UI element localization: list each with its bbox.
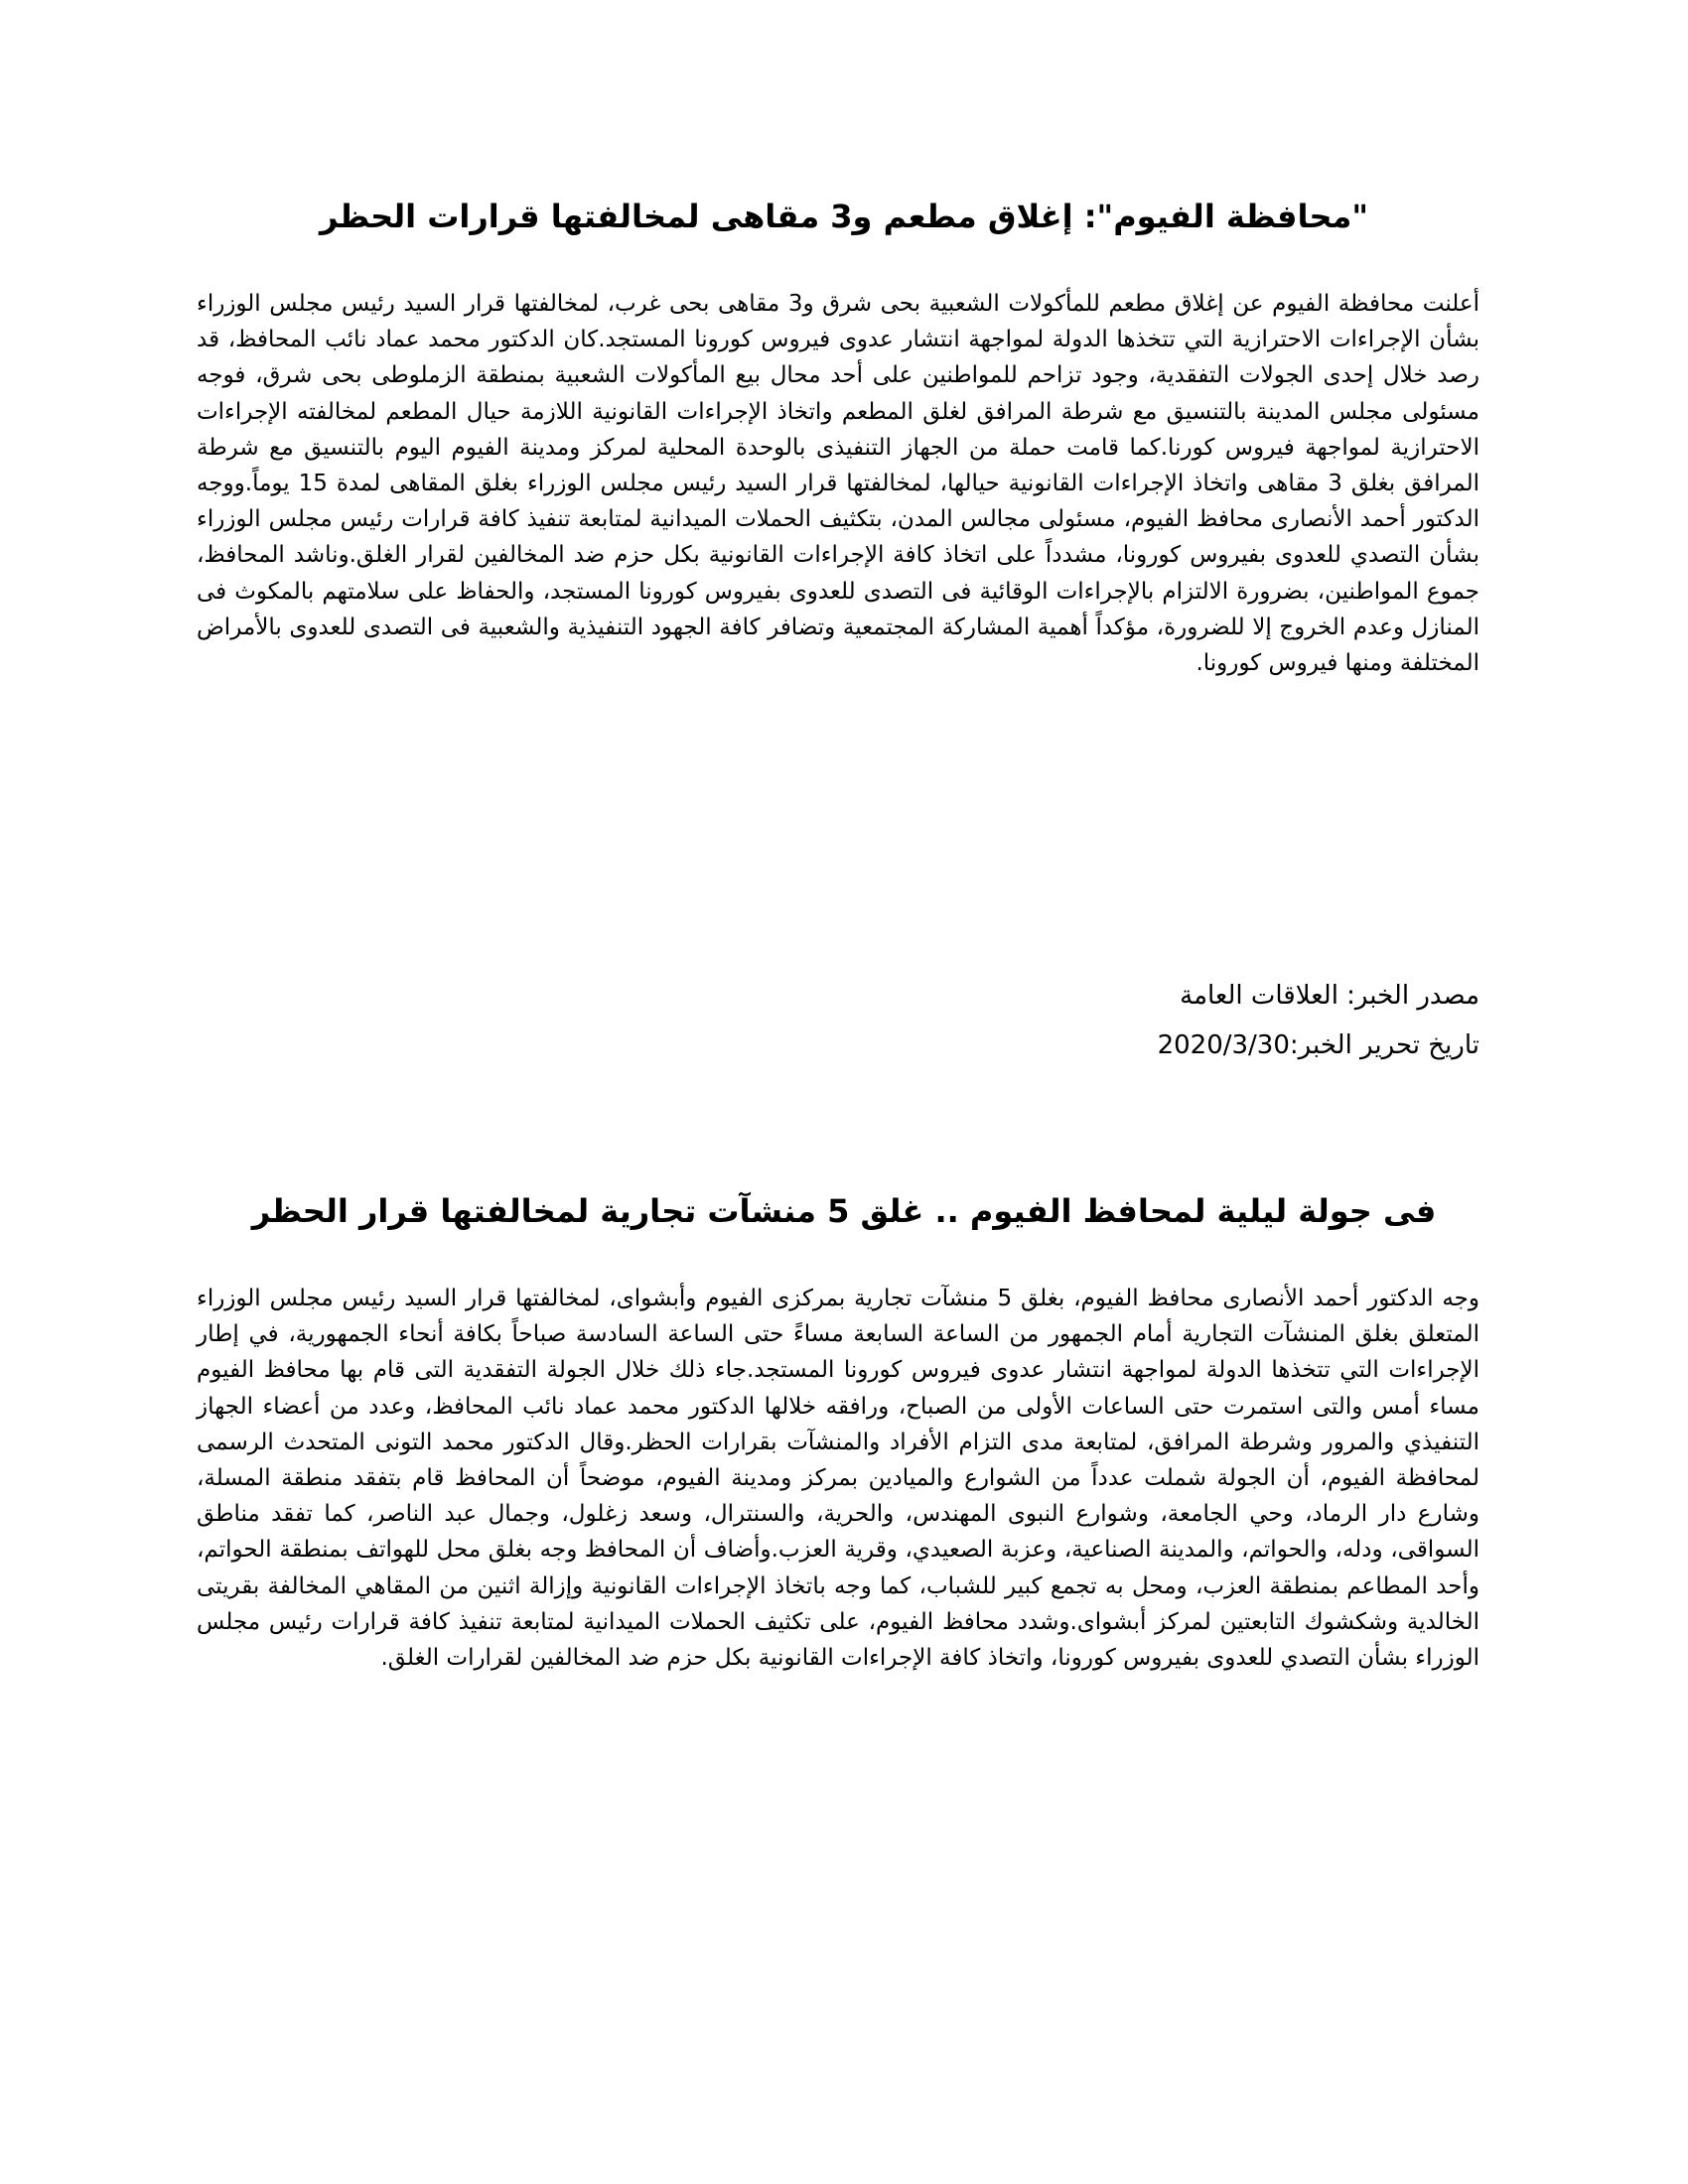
article-1-date: تاريخ تحرير الخبر:2020/3/30: [1157, 1030, 1479, 1060]
article-2-title: فى جولة ليلية لمحافظ الفيوم .. غلق 5 منشآت تجارية لمخالفتها قرار الحظر: [251, 1192, 1437, 1230]
article-1-source: مصدر الخبر: العلاقات العامة: [1180, 981, 1479, 1011]
article-1-body: أعلنت محافظة الفيوم عن إغلاق مطعم للمأكولات الشعبية بحى شرق و3 مقاهى بحى غرب، لمخالفتها قرار السيد رئيس مجلس الوزراء بشأن الإجراءات الاحترازية التي تتخذها الدولة لمواجهة انتشار عدوى فيروس كورونا المستجد.كان الدكتور محمد عماد نائب المحافظ، قد رصد خلال إحدى الجولات التفقدية، وجود تزاحم للمواطنين على أحد محال بيع المأكولات الشعبية بمنطقة الزملوطى بحى شرق، فوجه مسئولى مجلس المدينة بالتنسيق مع شرطة المرافق لغلق المطعم واتخاذ الإجراءات القانونية اللازمة حيال المطعم لمخالفته الإجراءات الاحترازية لمواجهة فيروس كورنا.كما قامت حملة من الجهاز التنفيذى بالوحدة المحلية لمركز ومدينة الفيوم اليوم بالتنسيق مع شرطة المرافق بغلق 3 مقاهى واتخاذ الإجراءات القانونية حيالها، لمخالفتها قرار السيد رئيس مجلس الوزراء بغلق المقاهى لمدة 15 يوماً.ووجه الدكتور أحمد الأنصارى محافظ الفيوم، مسئولى مجالس المدن، بتكثيف الحملات الميدانية لمتابعة تنفيذ كافة قرارات رئيس مجلس الوزراء بشأن التصدي للعدوى بفيروس كورونا، مشدداً على اتخاذ كافة الإجراءات القانونية بكل حزم ضد المخالفين لقرار الغلق.وناشد المحافظ، جموع المواطنين، بضرورة الالتزام بالإجراءات الوقائية فى التصدى للعدوى بفيروس كورونا المستجد، والحفاظ على سلامتهم بالمكوث فى المنازل وعدم الخروج إلا للضرورة، مؤكداً أهمية المشاركة المجتمعية وتضافر كافة الجهود التنفيذية والشعبية فى التصدى للعدوى بالأمراض المختلفة ومنها فيروس كورونا.: [197, 291, 1480, 677]
article-1-title: "محافظة الفيوم": إغلاق مطعم و3 مقاهى لمخالفتها قرارات الحظر: [319, 198, 1369, 235]
article-2-body: وجه الدكتور أحمد الأنصارى محافظ الفيوم، بغلق 5 منشآت تجارية بمركزى الفيوم وأبشواى، لمخالفتها قرار السيد رئيس مجلس الوزراء المتعلق بغلق المنشآت التجارية أمام الجمهور من الساعة السابعة مساءً حتى الساعة السادسة صباحاً بكافة أنحاء الجمهورية، في إطار الإجراءات التي تتخذها الدولة لمواجهة انتشار عدوى فيروس كورونا المستجد.جاء ذلك خلال الجولة التفقدية التى قام بها محافظ الفيوم مساء أمس والتى استمرت حتى الساعات الأولى من الصباح، ورافقه خلالها الدكتور محمد عماد نائب المحافظ، وعدد من أعضاء الجهاز التنفيذي والمرور وشرطة المرافق، لمتابعة مدى التزام الأفراد والمنشآت بقرارات الحظر.وقال الدكتور محمد التونى المتحدث الرسمى لمحافظة الفيوم، أن الجولة شملت عدداً من الشوارع والميادين بمركز ومدينة الفيوم، موضحاً أن المحافظ قام بتفقد منطقة المسلة، وشارع دار الرماد، وحي الجامعة، وشوارع النبوى المهندس، والحرية، والسنترال، وسعد زغلول، وجمال عبد الناصر، كما تفقد مناطق السواقى، ودله، والحواتم، والمدينة الصناعية، وعزبة الصعيدي، وقرية العزب.وأضاف أن المحافظ وجه بغلق محل للهواتف بمنطقة الحواتم، وأحد المطاعم بمنطقة العزب، ومحل به تجمع كبير للشباب، كما وجه باتخاذ الإجراءات القانونية وإزالة اثنين من المقاهي المخالفة بقريتى الخالدية وشكشوك التابعتين لمركز أبشواى.وشدد محافظ الفيوم، على تكثيف الحملات الميدانية لمتابعة تنفيذ كافة قرارات رئيس مجلس الوزراء بشأن التصدي للعدوى بفيروس كورونا، واتخاذ كافة الإجراءات القانونية بكل حزم ضد المخالفين لقرارات الغلق.: [197, 1286, 1479, 1672]
